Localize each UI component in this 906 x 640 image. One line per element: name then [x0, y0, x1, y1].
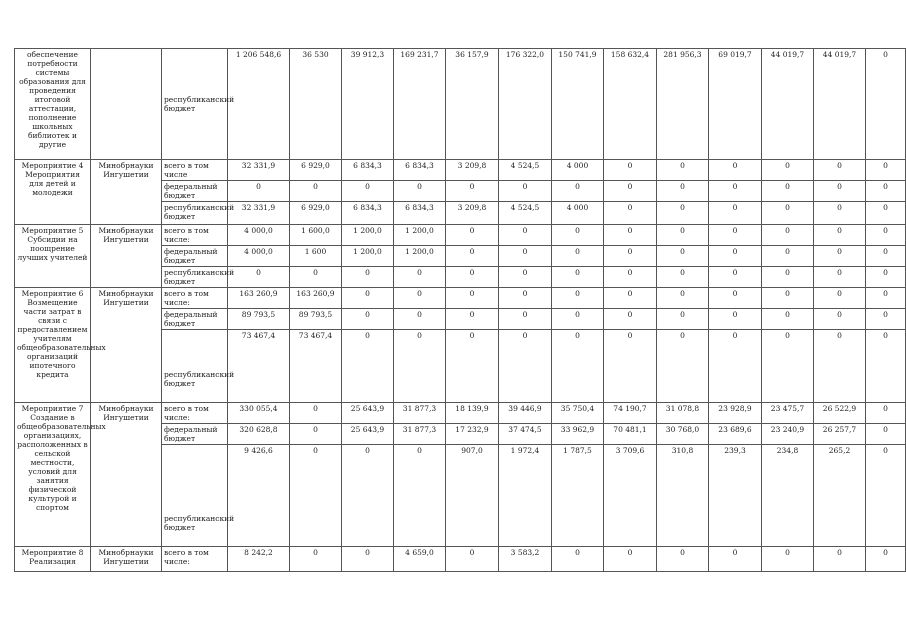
- value-cell: 0: [762, 202, 814, 225]
- value-cell: 0: [290, 547, 342, 572]
- value-cell: 0: [709, 225, 762, 246]
- value-cell: 0: [866, 181, 906, 202]
- measure-name-cell: Мероприятие 7 Создание в общеобразовательных организациях, расположенных в сельской местности, условий для занятия физической культурой и спортом: [15, 403, 91, 547]
- value-cell: 31 877,3: [394, 424, 446, 445]
- value-cell: 0: [866, 49, 906, 160]
- value-cell: 26 257,7: [814, 424, 866, 445]
- value-cell: 169 231,7: [394, 49, 446, 160]
- value-cell: 26 522,9: [814, 403, 866, 424]
- table-row: [15, 49, 906, 160]
- value-cell: 0: [499, 246, 552, 267]
- value-cell: 0: [866, 309, 906, 330]
- value-cell: 0: [394, 309, 446, 330]
- value-cell: 0: [604, 225, 657, 246]
- value-cell: 163 260,9: [290, 288, 342, 309]
- value-cell: 0: [342, 288, 394, 309]
- value-cell: 0: [604, 160, 657, 181]
- value-cell: 0: [342, 309, 394, 330]
- funding-source-cell: республиканский бюджет: [162, 49, 228, 160]
- value-cell: 0: [657, 309, 709, 330]
- funding-source-cell: республиканский бюджет: [162, 202, 228, 225]
- value-cell: 0: [657, 202, 709, 225]
- value-cell: 3 209,8: [446, 160, 499, 181]
- value-cell: 1 787,5: [552, 445, 604, 547]
- value-cell: 0: [814, 181, 866, 202]
- value-cell: 0: [290, 424, 342, 445]
- table-row: [15, 403, 906, 424]
- value-cell: 6 834,3: [394, 202, 446, 225]
- value-cell: 0: [657, 225, 709, 246]
- value-cell: 0: [342, 267, 394, 288]
- value-cell: 0: [709, 160, 762, 181]
- value-cell: 0: [394, 288, 446, 309]
- value-cell: 0: [866, 445, 906, 547]
- value-cell: 0: [446, 330, 499, 403]
- value-cell: 4 000: [552, 160, 604, 181]
- value-cell: 0: [446, 246, 499, 267]
- funding-source-cell: федеральный бюджет: [162, 309, 228, 330]
- value-cell: 0: [342, 547, 394, 572]
- value-cell: 0: [499, 288, 552, 309]
- value-cell: 1 200,0: [394, 246, 446, 267]
- value-cell: 74 190,7: [604, 403, 657, 424]
- value-cell: 0: [762, 181, 814, 202]
- value-cell: 18 139,9: [446, 403, 499, 424]
- value-cell: 23 240,9: [762, 424, 814, 445]
- measure-name-cell: Мероприятие 8 Реализация: [15, 547, 91, 572]
- value-cell: 310,8: [657, 445, 709, 547]
- value-cell: 31 877,3: [394, 403, 446, 424]
- value-cell: 0: [814, 267, 866, 288]
- value-cell: 0: [657, 246, 709, 267]
- value-cell: 4 524,5: [499, 160, 552, 181]
- value-cell: 0: [552, 309, 604, 330]
- value-cell: 36 157,9: [446, 49, 499, 160]
- value-cell: 0: [228, 181, 290, 202]
- value-cell: 0: [709, 181, 762, 202]
- funding-source-cell: республиканский бюджет: [162, 330, 228, 403]
- funding-source-cell: федеральный бюджет: [162, 424, 228, 445]
- value-cell: 0: [866, 424, 906, 445]
- value-cell: 0: [604, 288, 657, 309]
- value-cell: 0: [394, 267, 446, 288]
- value-cell: 0: [657, 267, 709, 288]
- value-cell: 0: [709, 267, 762, 288]
- funding-source-cell: всего в том числе:: [162, 403, 228, 424]
- value-cell: 0: [290, 267, 342, 288]
- value-cell: 0: [814, 309, 866, 330]
- funding-source-cell: всего в том числе:: [162, 547, 228, 572]
- funding-source-cell: республиканский бюджет: [162, 445, 228, 547]
- value-cell: 0: [552, 330, 604, 403]
- value-cell: 0: [866, 403, 906, 424]
- value-cell: 30 768,0: [657, 424, 709, 445]
- value-cell: 89 793,5: [290, 309, 342, 330]
- value-cell: 0: [814, 330, 866, 403]
- value-cell: 0: [499, 309, 552, 330]
- value-cell: 0: [762, 547, 814, 572]
- value-cell: 73 467,4: [228, 330, 290, 403]
- value-cell: 0: [762, 160, 814, 181]
- value-cell: 330 055,4: [228, 403, 290, 424]
- value-cell: 1 972,4: [499, 445, 552, 547]
- table-row: [15, 160, 906, 181]
- measure-name-cell: Мероприятие 6 Возмещение части затрат в связи с предоставлением учителям общеобразовательных организаций ипотечного кредита: [15, 288, 91, 403]
- value-cell: 907,0: [446, 445, 499, 547]
- value-cell: 0: [342, 181, 394, 202]
- value-cell: 69 019,7: [709, 49, 762, 160]
- value-cell: 0: [446, 181, 499, 202]
- value-cell: 0: [762, 267, 814, 288]
- value-cell: 265,2: [814, 445, 866, 547]
- value-cell: 36 530: [290, 49, 342, 160]
- value-cell: 0: [709, 330, 762, 403]
- value-cell: 0: [866, 160, 906, 181]
- value-cell: 23 475,7: [762, 403, 814, 424]
- value-cell: 8 242,2: [228, 547, 290, 572]
- funding-source-cell: всего в том числе: [162, 160, 228, 181]
- value-cell: 39 912,3: [342, 49, 394, 160]
- value-cell: 0: [814, 547, 866, 572]
- value-cell: 0: [762, 309, 814, 330]
- value-cell: 0: [814, 246, 866, 267]
- value-cell: 35 750,4: [552, 403, 604, 424]
- measure-name-cell: Мероприятие 5 Субсидии на поощрение лучших учителей: [15, 225, 91, 288]
- value-cell: 0: [657, 288, 709, 309]
- value-cell: 1 200,0: [394, 225, 446, 246]
- measure-name-cell: Мероприятие 4 Мероприятия для детей и молодежи: [15, 160, 91, 225]
- executor-cell: Минобрнауки Ингушетии: [91, 160, 162, 225]
- value-cell: 73 467,4: [290, 330, 342, 403]
- value-cell: 0: [604, 181, 657, 202]
- value-cell: 0: [552, 267, 604, 288]
- value-cell: 0: [604, 202, 657, 225]
- value-cell: 0: [762, 225, 814, 246]
- value-cell: 0: [709, 288, 762, 309]
- value-cell: 0: [814, 160, 866, 181]
- value-cell: 0: [814, 202, 866, 225]
- value-cell: 1 600: [290, 246, 342, 267]
- value-cell: 0: [342, 330, 394, 403]
- table-row: [15, 288, 906, 309]
- value-cell: 0: [866, 547, 906, 572]
- value-cell: 0: [604, 330, 657, 403]
- value-cell: 6 929,0: [290, 160, 342, 181]
- value-cell: 0: [709, 309, 762, 330]
- value-cell: 0: [814, 225, 866, 246]
- value-cell: 0: [866, 202, 906, 225]
- value-cell: 0: [762, 330, 814, 403]
- value-cell: 0: [394, 445, 446, 547]
- table-row: [15, 547, 906, 572]
- value-cell: 1 206 548,6: [228, 49, 290, 160]
- value-cell: 44 019,7: [762, 49, 814, 160]
- executor-cell: Минобрнауки Ингушетии: [91, 288, 162, 403]
- value-cell: 3 583,2: [499, 547, 552, 572]
- value-cell: 0: [290, 403, 342, 424]
- executor-cell: Минобрнауки Ингушетии: [91, 225, 162, 288]
- value-cell: 4 000,0: [228, 225, 290, 246]
- table-body: [15, 49, 906, 572]
- value-cell: 6 834,3: [342, 160, 394, 181]
- value-cell: 6 834,3: [394, 160, 446, 181]
- value-cell: 23 928,9: [709, 403, 762, 424]
- value-cell: 0: [552, 181, 604, 202]
- value-cell: 0: [446, 288, 499, 309]
- value-cell: 1 600,0: [290, 225, 342, 246]
- funding-source-cell: федеральный бюджет: [162, 246, 228, 267]
- value-cell: 31 078,8: [657, 403, 709, 424]
- value-cell: 23 689,6: [709, 424, 762, 445]
- value-cell: 1 200,0: [342, 225, 394, 246]
- value-cell: 0: [446, 547, 499, 572]
- value-cell: 0: [814, 288, 866, 309]
- value-cell: 0: [762, 288, 814, 309]
- value-cell: 0: [290, 445, 342, 547]
- executor-cell: [91, 49, 162, 160]
- value-cell: 9 426,6: [228, 445, 290, 547]
- value-cell: 0: [552, 288, 604, 309]
- value-cell: 33 962,9: [552, 424, 604, 445]
- value-cell: 0: [446, 309, 499, 330]
- value-cell: 32 331,9: [228, 202, 290, 225]
- value-cell: 0: [604, 246, 657, 267]
- value-cell: 239,3: [709, 445, 762, 547]
- value-cell: 0: [446, 267, 499, 288]
- executor-cell: Минобрнауки Ингушетии: [91, 403, 162, 547]
- value-cell: 4 000,0: [228, 246, 290, 267]
- value-cell: 4 524,5: [499, 202, 552, 225]
- value-cell: 281 956,3: [657, 49, 709, 160]
- table-row: [15, 225, 906, 246]
- value-cell: 0: [290, 181, 342, 202]
- executor-cell: Минобрнауки Ингушетии: [91, 547, 162, 572]
- value-cell: 3 709,6: [604, 445, 657, 547]
- value-cell: 0: [709, 202, 762, 225]
- value-cell: 44 019,7: [814, 49, 866, 160]
- funding-source-cell: федеральный бюджет: [162, 181, 228, 202]
- value-cell: 0: [866, 288, 906, 309]
- value-cell: 0: [228, 267, 290, 288]
- value-cell: 1 200,0: [342, 246, 394, 267]
- value-cell: 0: [762, 246, 814, 267]
- value-cell: 0: [604, 309, 657, 330]
- value-cell: 0: [552, 547, 604, 572]
- value-cell: 0: [499, 181, 552, 202]
- value-cell: 0: [499, 267, 552, 288]
- value-cell: 0: [499, 225, 552, 246]
- value-cell: 0: [657, 547, 709, 572]
- value-cell: 0: [866, 246, 906, 267]
- value-cell: 163 260,9: [228, 288, 290, 309]
- value-cell: 70 481,1: [604, 424, 657, 445]
- value-cell: 176 322,0: [499, 49, 552, 160]
- value-cell: 89 793,5: [228, 309, 290, 330]
- value-cell: 0: [709, 246, 762, 267]
- measure-name-cell: обеспечение потребности системы образования для проведения итоговой аттестации, пополнение школьных библиотек и другие: [15, 49, 91, 160]
- value-cell: 25 643,9: [342, 424, 394, 445]
- value-cell: 0: [657, 181, 709, 202]
- value-cell: 17 232,9: [446, 424, 499, 445]
- value-cell: 0: [394, 181, 446, 202]
- value-cell: 0: [657, 330, 709, 403]
- value-cell: 0: [604, 547, 657, 572]
- value-cell: 0: [499, 330, 552, 403]
- value-cell: 0: [866, 330, 906, 403]
- value-cell: 158 632,4: [604, 49, 657, 160]
- value-cell: 32 331,9: [228, 160, 290, 181]
- value-cell: 0: [657, 160, 709, 181]
- budget-table: [14, 48, 906, 572]
- value-cell: 3 209,8: [446, 202, 499, 225]
- value-cell: 0: [552, 225, 604, 246]
- value-cell: 25 643,9: [342, 403, 394, 424]
- value-cell: 4 659,0: [394, 547, 446, 572]
- value-cell: 4 000: [552, 202, 604, 225]
- value-cell: 39 446,9: [499, 403, 552, 424]
- value-cell: 234,8: [762, 445, 814, 547]
- value-cell: 150 741,9: [552, 49, 604, 160]
- funding-source-cell: всего в том числе:: [162, 288, 228, 309]
- value-cell: 0: [446, 225, 499, 246]
- funding-source-cell: всего в том числе:: [162, 225, 228, 246]
- value-cell: 0: [342, 445, 394, 547]
- value-cell: 0: [604, 267, 657, 288]
- value-cell: 0: [866, 267, 906, 288]
- value-cell: 37 474,5: [499, 424, 552, 445]
- value-cell: 320 628,8: [228, 424, 290, 445]
- value-cell: 6 834,3: [342, 202, 394, 225]
- value-cell: 0: [394, 330, 446, 403]
- funding-source-cell: республиканский бюджет: [162, 267, 228, 288]
- value-cell: 6 929,0: [290, 202, 342, 225]
- value-cell: 0: [552, 246, 604, 267]
- value-cell: 0: [866, 225, 906, 246]
- value-cell: 0: [709, 547, 762, 572]
